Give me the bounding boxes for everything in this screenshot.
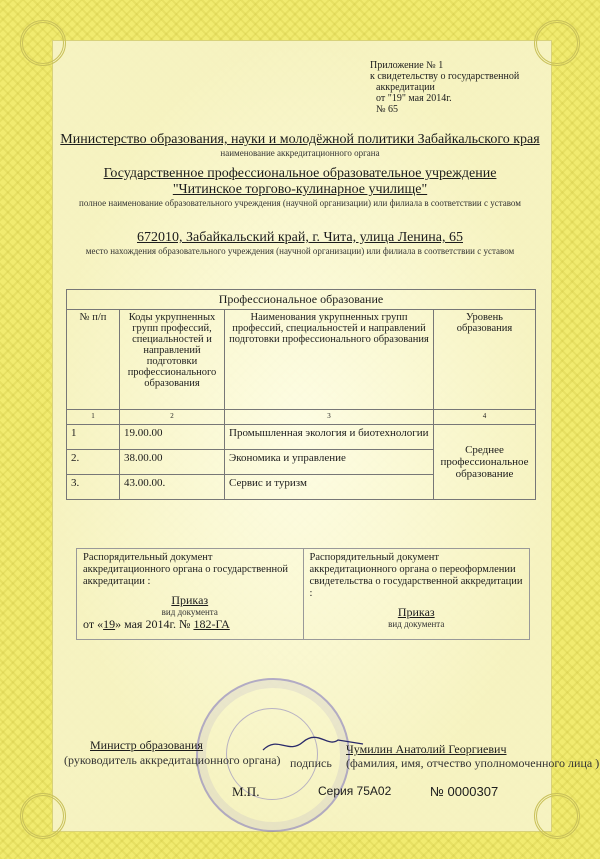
column-number: 4 (434, 410, 536, 425)
authority-block (60, 132, 540, 158)
decree-accreditation (77, 549, 303, 639)
address-block (50, 230, 550, 256)
decree-type: Приказ (171, 593, 209, 607)
signatory-name-caption: (фамилия, имя, отчество уполномоченного лица ) (346, 756, 600, 770)
appendix-line: Приложение № 1 (370, 60, 444, 71)
institution-caption: полное наименование образовательного учреждения (научной организации) или филиала в соответствии с уставом (79, 198, 521, 208)
decree-type: Приказ (397, 605, 435, 619)
blank-number: № 0000307 (430, 784, 499, 799)
ornament-corner (534, 793, 580, 839)
authority-name: Министерство образования, науки и молодёжной политики Забайкальского края (60, 132, 540, 147)
column-number: 1 (67, 410, 120, 425)
row-name: Сервис и туризм (225, 475, 434, 500)
date-text: от « (83, 617, 104, 631)
row-name: Экономика и управление (225, 450, 434, 475)
ornament-corner (20, 793, 66, 839)
row-name: Промышленная экология и биотехнологии (225, 425, 434, 450)
row-number: 1 (67, 425, 120, 450)
decree-type-caption: вид документа (388, 619, 445, 629)
address-caption: место нахождения образовательного учреждения (научной организации) или филиала в соответствии с уставом (85, 246, 515, 256)
table-header: № п/п (67, 310, 120, 410)
appendix-note (370, 60, 530, 115)
row-number: 2. (67, 450, 120, 475)
signatory-name: Чумилин Анатолий Георгиевич (346, 742, 507, 756)
date-text: » мая 2014г. № (115, 617, 194, 631)
date-day: 19 (103, 617, 116, 631)
signature-caption: подпись (290, 756, 332, 770)
ornament-corner (534, 20, 580, 66)
address-value: 672010, Забайкальский край, г. Чита, улица Ленина, 65 (137, 230, 463, 245)
decree-documents (76, 548, 530, 640)
decree-date (83, 618, 297, 630)
column-number: 2 (120, 410, 225, 425)
table-title: Профессиональное образование (67, 290, 536, 310)
decree-number: 182-ГА (193, 617, 230, 631)
row-code: 19.00.00 (120, 425, 225, 450)
signatory-position: Министр образования (90, 738, 203, 752)
table-header: Уровень образования (434, 310, 536, 410)
blank-series: Серия 75А02 (318, 784, 392, 798)
row-number: 3. (67, 475, 120, 500)
decree-label: Распорядительный документ аккредитационного органа о государственной аккредитации : (83, 552, 288, 587)
table-header: Наименования укрупненных групп профессий, специальностей и направлений подготовки профессионального образования (225, 310, 434, 410)
row-code: 38.00.00 (120, 450, 225, 475)
decree-label: Распорядительный документ аккредитационного органа о переоформлении свидетельства о государственной аккредитации : (309, 552, 523, 599)
appendix-line: от "19" мая 2014г. (376, 93, 452, 104)
ornament-corner (20, 20, 66, 66)
programs-table (66, 289, 536, 500)
decree-reissue (303, 549, 530, 639)
stamp-place: М.П. (232, 784, 260, 799)
authority-caption: наименование аккредитационного органа (220, 148, 380, 158)
institution-name: "Читинское торгово-кулинарное училище" (172, 182, 428, 197)
institution-name: Государственное профессиональное образовательное учреждение (103, 166, 497, 181)
signatory-position-caption: (руководитель аккредитационного органа) (64, 753, 281, 767)
institution-block (50, 166, 550, 208)
row-code: 43.00.00. (120, 475, 225, 500)
appendix-line: № 65 (376, 104, 399, 115)
appendix-line: к свидетельству о государственной (370, 71, 520, 82)
education-level: Среднее профессиональное образование (434, 425, 536, 500)
column-number: 3 (225, 410, 434, 425)
appendix-line: аккредитации (376, 82, 435, 93)
table-header: Коды укрупненных групп профессий, специальностей и направлений подготовки профессионального образования (120, 310, 225, 410)
decree-type-caption: вид документа (161, 607, 218, 617)
table-row (67, 425, 536, 450)
